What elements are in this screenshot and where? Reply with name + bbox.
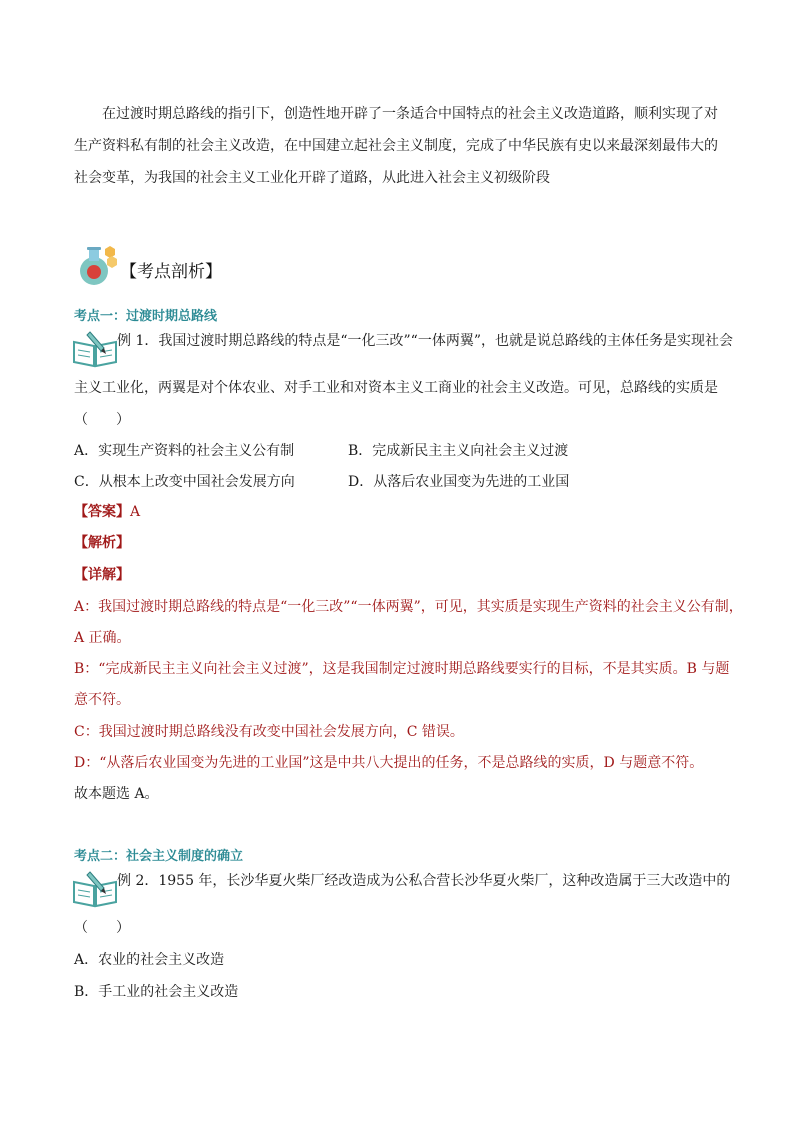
lab-flask-icon (74, 243, 118, 287)
detail-label: 【详解】 (74, 567, 130, 583)
example1-option-c: C．从根本上改变中国社会发展方向 (74, 474, 295, 490)
answer-line (74, 501, 140, 521)
answer-value: A (130, 504, 141, 520)
example2-question-line1: 例 2．1955 年，长沙华夏火柴厂经改造成为公私合营长沙华夏火柴厂，这种改造属于三大改造中的 (117, 873, 731, 889)
detail-c: C：我国过渡时期总路线没有改变中国社会发展方向，C 错误。 (74, 724, 464, 740)
analysis-label: 【解析】 (74, 535, 130, 551)
example1-option-d: D．从落后农业国变为先进的工业国 (348, 474, 570, 490)
conclusion: 故本题选 A。 (74, 786, 159, 802)
example2-option-a: A．农业的社会主义改造 (74, 952, 225, 968)
answer-label: 【答案】 (74, 504, 130, 520)
example1-question-line2: 主义工业化，两翼是对个体农业、对手工业和对资本主义工商业的社会主义改造。可见，总路线的实质是 (74, 380, 718, 396)
point1-heading: 考点一：过渡时期总路线 (74, 309, 218, 324)
detail-b-line2: 意不符。 (74, 692, 130, 708)
detail-a-line2: A 正确。 (74, 630, 131, 646)
example1-option-b: B．完成新民主主义向社会主义过渡 (348, 443, 569, 459)
section-title: 【考点剖析】 (120, 262, 222, 282)
example1-question-line1: 例 1．我国过渡时期总路线的特点是“一化三改”“一体两翼”，也就是说总路线的主体任务是实现社会 (117, 333, 733, 349)
detail-d: D：“从落后农业国变为先进的工业国”这是中共八大提出的任务，不是总路线的实质，D 与题意不符。 (74, 755, 704, 771)
example2-blank: （ ） (74, 920, 130, 936)
example2-option-b: B．手工业的社会主义改造 (74, 984, 239, 1000)
open-book-pencil-icon (72, 328, 118, 368)
section-header (74, 243, 374, 287)
detail-b-line1: B：“完成新民主主义向社会主义过渡”，这是我国制定过渡时期总路线要实行的目标，不是其实质。B 与题 (74, 661, 730, 677)
example1-option-a: A．实现生产资料的社会主义公有制 (74, 443, 295, 459)
intro-paragraph: 在过渡时期总路线的指引下，创造性地开辟了一条适合中国特点的社会主义改造道路，顺利实现了对生产资料私有制的社会主义改造，在中国建立起社会主义制度，完成了中华民族有史以来最深刻最伟大的社会变革，为我国的社会主义工业化开辟了道路，从此进入社会主义初级阶段 (74, 106, 718, 186)
open-book-pencil-icon (72, 868, 118, 908)
detail-a-line1: A：我国过渡时期总路线的特点是“一化三改”“一体两翼”，可见，其实质是实现生产资料的社会主义公有制， (74, 599, 743, 615)
point2-heading: 考点二：社会主义制度的确立 (74, 849, 244, 864)
example1-blank: （ ） (74, 412, 130, 428)
